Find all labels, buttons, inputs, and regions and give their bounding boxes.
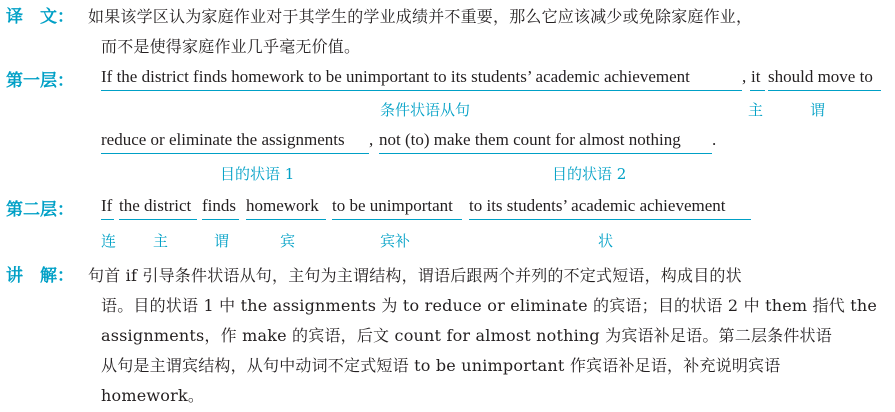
layer1-subject: it	[751, 67, 761, 86]
layer2-object: homework	[246, 196, 319, 215]
layer2-ann-object: 宾	[280, 232, 296, 250]
layer1-period: .	[712, 130, 717, 149]
layer2-predicate-underline	[202, 219, 239, 220]
layer1-purpose-1: reduce or eliminate the assignments	[101, 130, 345, 149]
layer1-purpose-1-underline	[101, 153, 369, 154]
layer2-label: 第二层：	[6, 200, 74, 220]
translation-label: 译 文：	[6, 7, 74, 27]
layer1-ann-predicate: 谓	[810, 101, 826, 119]
layer2-ann-adverbial: 状	[598, 232, 614, 250]
layer2-adverbial: to its students’ academic achievement	[469, 196, 726, 215]
layer1-ann-clause: 条件状语从句	[380, 101, 471, 119]
layer1-purpose-2: not (to) make them count for almost nothing	[379, 130, 681, 149]
layer1-purpose-2-underline	[379, 153, 712, 154]
layer1-comma-1: ,	[742, 67, 747, 86]
layer1-ann-purpose-2: 目的状语 2	[552, 165, 627, 183]
layer1-ann-purpose-1: 目的状语 1	[220, 165, 295, 183]
layer2-subject: the district	[119, 196, 192, 215]
layer2-complement: to be unimportant	[332, 196, 453, 215]
layer1-predicate: should move to	[768, 67, 873, 86]
layer2-if-underline	[101, 219, 114, 220]
layer2-ann-predicate: 谓	[214, 232, 230, 250]
layer2-adverbial-underline	[469, 219, 751, 220]
layer1-ann-subject: 主	[748, 101, 764, 119]
layer1-clause-underline	[101, 90, 742, 91]
layer2-predicate: finds	[202, 196, 236, 215]
layer2-complement-underline	[332, 219, 462, 220]
explanation-line-2: 语。目的状语 1 中 the assignments 为 to reduce or eliminate 的宾语；目的状语 2 中 them 指代 the	[101, 296, 878, 315]
explanation-line-1: 句首 if 引导条件状语从句，主句为主谓结构，谓语后跟两个并列的不定式短语，构成目的状	[88, 266, 742, 285]
layer2-ann-complement: 宾补	[380, 232, 411, 250]
layer1-comma-2: ,	[369, 130, 374, 149]
translation-line-2: 而不是使得家庭作业几乎毫无价值。	[101, 37, 361, 56]
layer1-label: 第一层：	[6, 71, 74, 91]
layer2-subject-underline	[119, 219, 197, 220]
explanation-label: 讲 解：	[6, 266, 74, 286]
layer1-clause: If the district finds homework to be unimportant to its students’ academic achievement	[101, 67, 690, 86]
explanation-line-4: 从句是主谓宾结构，从句中动词不定式短语 to be unimportant 作宾语补足语，补充说明宾语	[101, 356, 781, 375]
explanation-line-5: homework。	[101, 386, 205, 405]
translation-line-1: 如果该学区认为家庭作业对于其学生的学业成绩并不重要，那么它应该减少或免除家庭作业，	[88, 7, 753, 26]
explanation-line-3: assignments，作 make 的宾语，后文 count for almost nothing 为宾语补足语。第二层条件状语	[101, 326, 832, 345]
layer1-subject-underline	[750, 90, 765, 91]
layer2-if: If	[101, 196, 113, 215]
layer2-ann-subject: 主	[153, 232, 169, 250]
layer1-predicate-underline	[768, 90, 881, 91]
layer2-object-underline	[246, 219, 326, 220]
layer2-ann-if: 连	[101, 232, 117, 250]
